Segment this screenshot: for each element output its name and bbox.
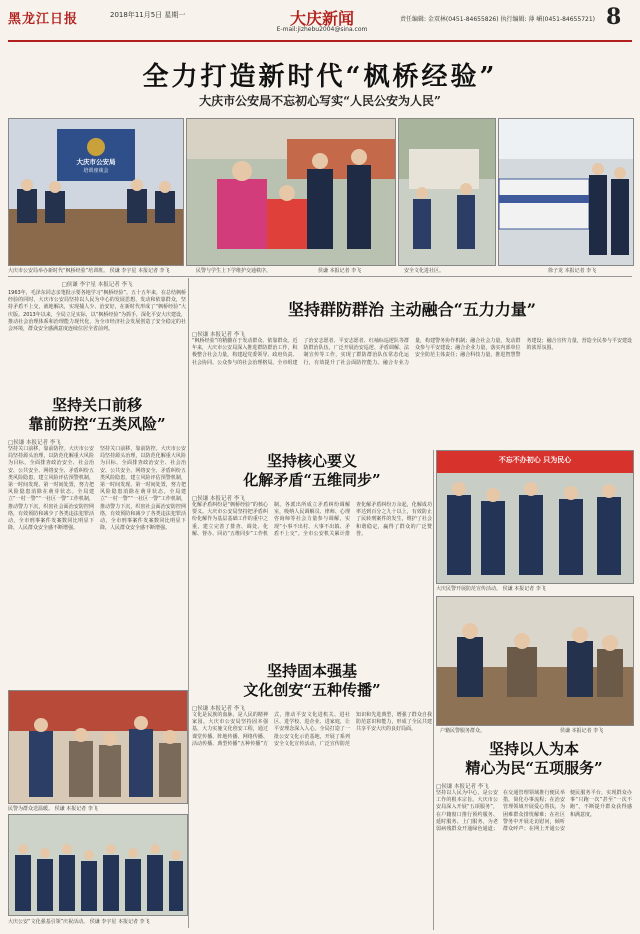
editor-info: 责任编辑: 金双林(0451-84655826) 执行编辑: 薄 嵋(0451-84655721) [400, 16, 595, 23]
page-number: 8 [606, 4, 622, 30]
photo-household-service [436, 596, 634, 726]
section3-title-line1: 坚持核心要义 [266, 452, 357, 470]
section4-byline: □侯谦 本报记者 李飞 [192, 706, 245, 712]
main-headline: 全力打造新时代“枫桥经验” [142, 62, 498, 92]
caption-training: 大庆市公安局举办新时代“枫桥经验”培训班。 侯谦 李宇星 本报记者 李飞 [8, 268, 170, 274]
meeting-sign-sub: 培训座谈会 [83, 168, 109, 174]
culture-celebration-image [9, 815, 187, 915]
caption-promotion: 大庆民警开展防范宣传活动。 侯谦 本报记者 李飞 [436, 586, 546, 592]
section1-byline: □侯谦 本报记者 李飞 [192, 332, 245, 338]
section2-title-line2: 靠前防控“五类风险” [28, 414, 166, 433]
column-divider-right [433, 450, 434, 930]
section5-title-line1: 坚持以人为本 [488, 740, 579, 758]
photo-traffic-escort [186, 118, 396, 266]
training-meeting-image [9, 119, 183, 265]
section2-title [8, 396, 186, 434]
section4-body: 文化是民族的血脉，是人民的精神家园。大庆市公安局坚持固本强基，大力实施文化创安工程，通过课堂传播、阵地传播、网络传播、活动传播、典型传播“五种传播”方式，推动平安文化进机关、进社区、进学校、进企业、进家庭，让平安理念深入人心。全局打造了一批公安文化示范基地，开展了系列安全文化宣传活动，广泛宣传防范知识和先进典型，增强了群众自我防范意识和能力，形成了全民共建共享平安大庆的良好局面。 [192, 712, 432, 747]
section-email: E-mail:jizhebu2004@sina.com [276, 26, 368, 33]
caption-household-credit: 侯谦 本报记者 李飞 [560, 728, 604, 734]
intro-body: 1963年，毛泽东同志亲笔批示要各地学习“枫桥经验”。五十五年来，在总结枫桥经验的同时，大庆市公安局坚持以人民为中心的发展思想，发动和依靠群众，坚持矛盾不上交，就地解决，实现捕人少、治安好，在新时代形成了“枫桥经验”大庆版。2013年以来，全局立足实际，以“枫桥经验”为抓手，深化平安大庆建设，推动社会治理体系和治理能力现代化，为全市经济社会发展创造了安全稳定的社会环境，群众安全感满意度连续位居全省前列。 [8, 290, 186, 333]
caption-culture: 大庆公安“文化强基引领”庆祝活动。 侯谦 李宇星 本报记者 李飞 [8, 919, 150, 925]
newspaper-logo: 黑龙江日报 [8, 12, 79, 27]
caption-community-credit: 徐子龙 本报记者 李飞 [548, 268, 597, 274]
divider [8, 276, 632, 277]
section5-title-line2: 精心为民“五项服务” [465, 758, 603, 777]
section4-title-line2: 文化创安“五种传播” [243, 680, 381, 699]
section1-body: “枫桥经验”的精髓在于发动群众、依靠群众。近年来，大庆市公安局深入推进群防群治工作，积极整合社会力量，构建起党委领导、政府负责、社会协同、公众参与的社会治理格局。全市组建了治安志愿者、平安志愿者、红袖标巡逻队等群防群治队伍，广泛开展治安巡逻、矛盾调解、法制宣传等工作，实现了群防群治队伍常态化运行，有效提升了社会面防控能力。融合专业力量，构建警务协作机制；融合社会力量，发动群众参与平安建设；融合企业力量，落实内部单位安全防范主体责任；融合科技力量，推进智慧警务建设；融合宣传力量，营造全民参与平安建设的浓厚氛围。 [192, 338, 632, 366]
photo-community-safety [398, 118, 496, 266]
section3-body: 化解矛盾纠纷是“枫桥经验”的核心要义。大庆市公安局坚持把矛盾纠纷化解作为基层基础工作的重中之重，建立完善了排查、调处、化解、督办、回访“五维同步”工作机制。各派出所成立矛盾纠纷调解室，吸纳人民调解员、律师、心理咨询师等社会力量参与调解，实现“小事不出村、大事不出镇、矛盾不上交”。全市公安机关累计排查化解矛盾纠纷万余起，化解成功率达到百分之九十以上，有效防止了民转刑案件的发生，维护了社会和谐稳定，赢得了群众的广泛赞誉。 [192, 502, 432, 537]
slogan-street-image [437, 451, 633, 583]
section4-title-line1: 坚持固本强基 [266, 662, 357, 680]
section5-body: 坚持以人民为中心，是公安工作的根本宗旨。大庆市公安局深入开展“五项服务”，在户籍窗口推行预约服务、延时服务、上门服务，为老弱病残群众开通绿色通道；在交通管理领域推行便民举措，简化办事流程；在治安管理领域开展爱心帮扶，为困难群众排忧解难；在社区警务中开展走访慰问，倾听群众呼声；在网上开通公安便民服务平台，实现群众办事“只跑一次”甚至“一次不跑”，不断提升群众获得感和满意度。 [436, 790, 632, 833]
caption-traffic: 民警与学生上下学维护交通秩序。 [196, 268, 272, 274]
photo-culture-celebration [8, 814, 188, 916]
photo-training-meeting [8, 118, 184, 266]
section2-byline: □侯谦 本报记者 李飞 [8, 440, 61, 446]
issue-date: 2018年11月5日 星期一 [110, 11, 186, 19]
community-safety-image [399, 119, 495, 265]
warmth-image [9, 691, 187, 803]
photo-warmth [8, 690, 188, 804]
photo-slogan-street [436, 450, 634, 584]
section-title: 大庆新闻 [289, 9, 354, 28]
section5-byline: □侯谦 本报记者 李飞 [436, 784, 489, 790]
photo-police-car [498, 118, 634, 266]
household-service-image [437, 597, 633, 725]
caption-traffic-credit: 侯谦 本报记者 李飞 [318, 268, 362, 274]
meeting-sign: 大庆市公安局 [76, 158, 116, 166]
police-car-image [499, 119, 633, 265]
section5-title [436, 740, 632, 778]
traffic-escort-image [187, 119, 395, 265]
section4-title [192, 662, 432, 700]
header-rule [8, 40, 632, 42]
section2-body-col2: 坚持关口前移，靠前防控。大庆市公安局坚持源头治理，以防范化解重大风险为目标，全面排查政治安全、社会治安、公共安全、网络安全、矛盾纠纷五类风险隐患，建立风险评估预警机制，第一时间发现、第一时间处置，努力把风险隐患消除在萌芽状态。全局建立“一村一警”“一社区一警”工作机制，推动警力下沉，织密社会面治安防控网络，有效预防和减少了各类违法犯罪活动，全市刑事案件发案数同比明显下降，人民群众安全感不断增强。 [100, 446, 186, 532]
section2-body-col1: 坚持关口前移，靠前防控。大庆市公安局坚持源头治理，以防范化解重大风险为目标，全面排查政治安全、社会治安、公共安全、网络安全、矛盾纠纷五类风险隐患，建立风险评估预警机制，第一时间发现、第一时间处置，努力把风险隐患消除在萌芽状态。全局建立“一村一警”“一社区一警”工作机制，推动警力下沉，织密社会面治安防控网络，有效预防和减少了各类违法犯罪活动，全市刑事案件发案数同比明显下降，人民群众安全感不断增强。 [8, 446, 94, 532]
sub-headline: 大庆市公安局不忘初心写实“人民公安为人民” [199, 94, 441, 108]
slogan-banner: 不忘不办初心 只为民心 [498, 456, 572, 464]
caption-household: 户籍民警服务群众。 [440, 728, 486, 734]
section3-title [192, 452, 432, 490]
section3-byline: □侯谦 本报记者 李飞 [192, 496, 245, 502]
section3-title-line2: 化解矛盾“五维同步” [243, 470, 381, 489]
caption-warmth: 民警为群众送温暖。 侯谦 本报记者 李飞 [8, 806, 98, 812]
column-divider [188, 278, 189, 928]
section1-title: 坚持群防群治 主动融合“五力力量” [288, 300, 536, 319]
caption-community: 安全文化进社区。 [404, 268, 445, 274]
section2-title-line1: 坚持关口前移 [51, 396, 142, 414]
intro-byline: □侯谦 李宇星 本报记者 李飞 [61, 282, 133, 288]
